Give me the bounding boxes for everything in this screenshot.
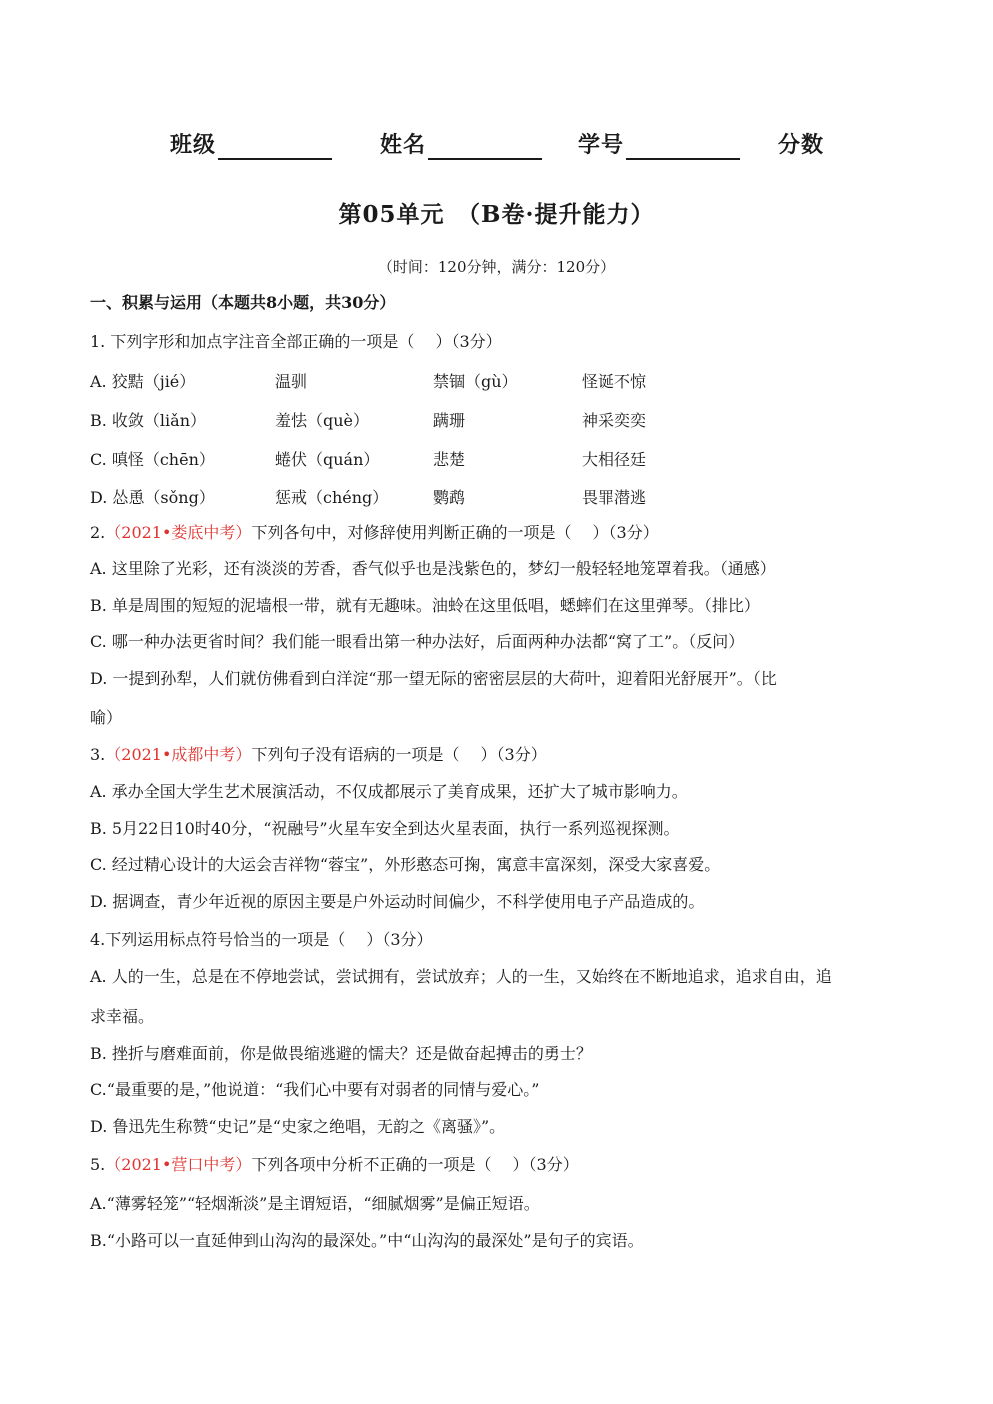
q3-option-a: A. 承办全国大学生艺术展演活动，不仅成都展示了美育成果，还扩大了城市影响力。 — [90, 782, 688, 801]
q4-option-a-line1: A. 人的一生，总是在不停地尝试，尝试拥有，尝试放弃；人的一生，又始终在不断地追求，追求自由，追 — [90, 967, 832, 986]
q4-option-c: C.“最重要的是，”他说道：“我们心中要有对弱者的同情与爱心。” — [90, 1080, 540, 1099]
student-id-label: 学号 — [578, 132, 625, 158]
q1-a-item-2: 温驯 — [275, 372, 308, 391]
exam-time-info: （时间：120分钟，满分：120分） — [377, 258, 616, 276]
q1-d-item-4: 畏罪潜逃 — [582, 488, 647, 507]
q1-option-row-c — [90, 447, 910, 469]
q2-source: （2021•娄底中考） — [105, 523, 252, 542]
q1-b-item-3: 蹒珊 — [433, 411, 466, 430]
q2-option-b: B. 单是周围的短短的泥墙根一带，就有无趣味。油蛉在这里低唱，蟋蟀们在这里弹琴。（排比） — [90, 596, 760, 615]
student-id-blank[interactable] — [626, 158, 740, 160]
q1-option-row-a — [90, 369, 910, 391]
q1-b-item-2: 羞怯（què） — [275, 411, 370, 430]
q1-a-item-3: 禁锢（gù） — [433, 372, 518, 391]
q3-source: （2021•成都中考） — [105, 745, 252, 764]
q3-option-c: C. 经过精心设计的大运会吉祥物“蓉宝”，外形憨态可掬，寓意丰富深刻，深受大家喜爱。 — [90, 855, 721, 874]
q4-option-b: B. 挫折与磨难面前，你是做畏缩逃避的懦夫？还是做奋起搏击的勇士？ — [90, 1044, 592, 1063]
q1-b-item-4: 神采奕奕 — [582, 411, 647, 430]
question-5-stem — [90, 1154, 579, 1176]
question-1-stem: 1. 下列字形和加点字注音全部正确的一项是（ ）（3分） — [90, 332, 502, 351]
q1-option-row-b — [90, 408, 910, 430]
question-2-stem — [90, 522, 659, 544]
q5-source: （2021•营口中考） — [105, 1155, 252, 1174]
q1-c-item-3: 悲楚 — [433, 450, 466, 469]
q3-text: 下列句子没有语病的一项是（ ）（3分） — [251, 745, 547, 764]
page-title: 第05单元 （B卷·提升能力） — [338, 201, 655, 228]
student-info-row — [0, 128, 993, 168]
q2-option-d-line1: D. 一提到孙犁，人们就仿佛看到白洋淀“那一望无际的密密层层的大荷叶，迎着阳光舒展开”。（比 — [90, 669, 777, 688]
question-4-stem: 4.下列运用标点符号恰当的一项是（ ）（3分） — [90, 930, 433, 949]
q4-option-d: D. 鲁迅先生称赞“史记”是“史家之绝唱，无韵之《离骚》”。 — [90, 1117, 506, 1136]
q5-text: 下列各项中分析不正确的一项是（ ）（3分） — [251, 1155, 579, 1174]
q2-option-a: A. 这里除了光彩，还有淡淡的芳香，香气似乎也是浅紫色的，梦幻一般轻轻地笼罩着我。（通感） — [90, 559, 776, 578]
class-blank[interactable] — [218, 158, 332, 160]
q1-d-item-3: 鹦鹉 — [433, 488, 466, 507]
q2-text: 下列各句中，对修辞使用判断正确的一项是（ ）（3分） — [251, 523, 659, 542]
q3-option-b: B. 5月22日10时40分，“祝融号”火星车安全到达火星表面，执行一系列巡视探测。 — [90, 819, 680, 838]
name-label: 姓名 — [380, 132, 427, 158]
q5-option-a: A.“薄雾轻笼”“轻烟渐淡”是主谓短语，“细腻烟雾”是偏正短语。 — [90, 1194, 540, 1213]
q2-option-d-line2: 喻） — [90, 708, 123, 727]
q1-a-item-1: A. 狡黠（jié） — [90, 372, 196, 391]
q1-c-item-4: 大相径廷 — [582, 450, 647, 469]
q1-option-row-d — [90, 485, 910, 507]
question-3-stem — [90, 744, 547, 766]
name-blank[interactable] — [428, 158, 542, 160]
q1-a-item-4: 怪诞不惊 — [582, 372, 647, 391]
q2-option-c: C. 哪一种办法更省时间？我们能一眼看出第一种办法好，后面两种办法都“窝了工”。（反问） — [90, 632, 745, 651]
q3-number: 3. — [90, 745, 106, 764]
section-heading: 一、积累与运用（本题共8小题，共30分） — [90, 293, 396, 312]
q1-b-item-1: B. 收敛（liǎn） — [90, 411, 207, 430]
score-label: 分数 — [778, 132, 825, 158]
q2-number: 2. — [90, 523, 106, 542]
q1-d-item-1: D. 怂恿（sǒng） — [90, 488, 215, 507]
q5-option-b: B.“小路可以一直延伸到山沟沟的最深处。”中“山沟沟的最深处”是句子的宾语。 — [90, 1231, 644, 1250]
q3-option-d: D. 据调查，青少年近视的原因主要是户外运动时间偏少，不科学使用电子产品造成的。 — [90, 892, 705, 911]
q1-c-item-1: C. 嗔怪（chēn） — [90, 450, 215, 469]
q1-c-item-2: 蜷伏（quán） — [275, 450, 380, 469]
q1-d-item-2: 惩戒（chéng） — [275, 488, 389, 507]
class-label: 班级 — [170, 132, 217, 158]
q4-option-a-line2: 求幸福。 — [90, 1007, 155, 1026]
q5-number: 5. — [90, 1155, 106, 1174]
